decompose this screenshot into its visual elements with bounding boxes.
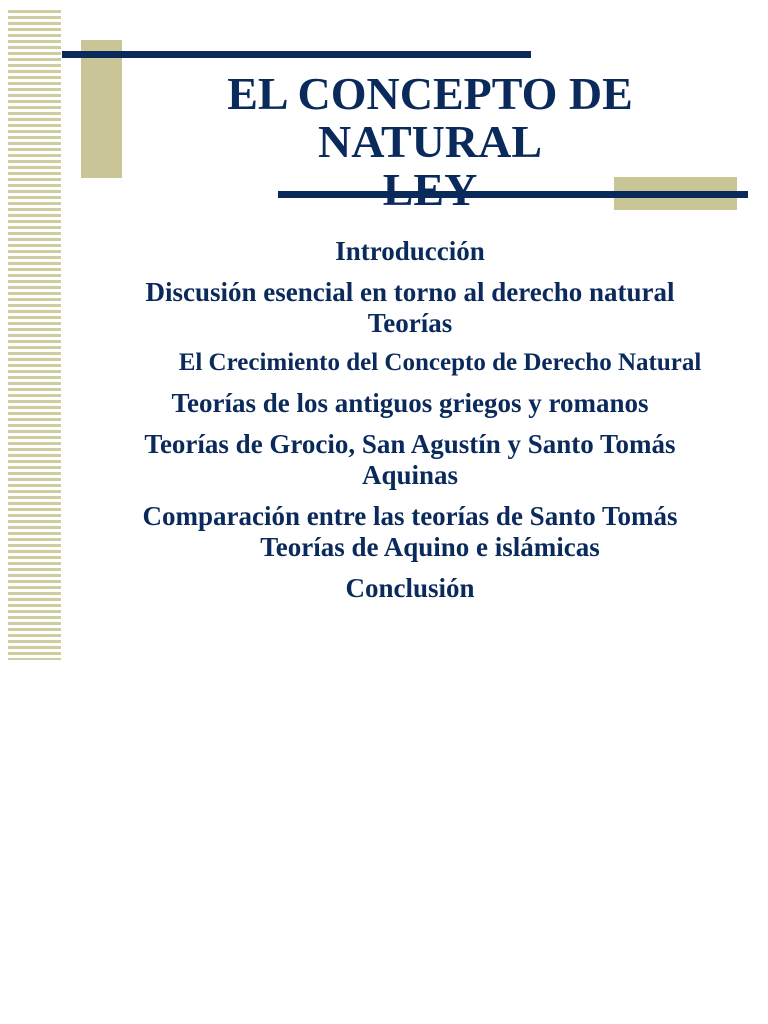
toc-item-text: Discusión esencial en torno al derecho natural: [145, 277, 675, 307]
slide-title-line-1: EL CONCEPTO DE NATURAL: [227, 68, 633, 167]
decorative-navy-bar-top: [62, 51, 531, 58]
toc-item-grocio-augustine-aquinas: [100, 429, 720, 491]
toc-item-text: Teorías de Grocio, San Agustín y Santo Tomás: [144, 429, 676, 459]
toc-item-text-continued: Teorías de Aquino e islámicas: [260, 532, 600, 562]
toc-item-text: El Crecimiento del Concepto de Derecho Natural: [178, 349, 702, 376]
toc-item-essential-discussion: [100, 277, 720, 339]
toc-item-greek-roman-theories: [100, 388, 720, 419]
toc-item-conclusion: [100, 573, 720, 604]
toc-item-text-continued: Aquinas: [361, 460, 459, 490]
toc-item-text-continued: Teorías: [367, 308, 453, 338]
slide-title: [110, 70, 750, 214]
toc-item-text: Teorías de los antiguos griegos y romanos: [171, 388, 649, 418]
toc-item-text: Introducción: [335, 236, 485, 266]
toc-item-text: Comparación entre las teorías de Santo Tomás: [142, 501, 678, 531]
toc-item-introduction: [100, 236, 720, 267]
toc-item-text: Conclusión: [345, 573, 475, 603]
toc-item-comparison: [100, 501, 720, 563]
table-of-contents: [100, 236, 720, 604]
slide-title-line-2: LEY: [382, 164, 478, 215]
decorative-stripes: [8, 10, 61, 660]
toc-item-concept-growth: [160, 347, 720, 378]
